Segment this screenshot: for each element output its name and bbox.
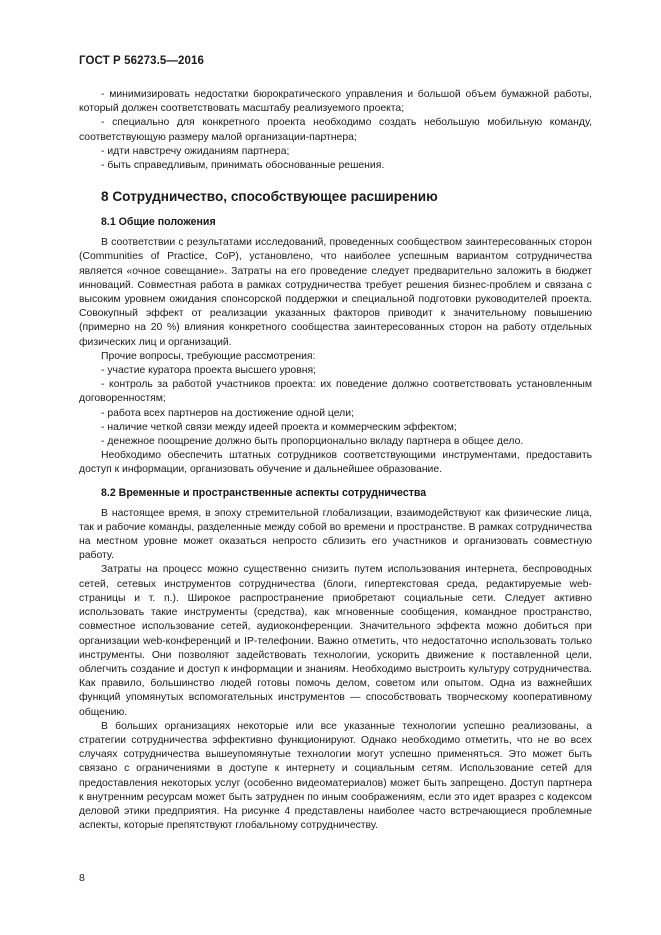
document-body bbox=[79, 88, 592, 833]
intro-item-4: - быть справедливым, принимать обоснованные решения. bbox=[101, 160, 385, 172]
intro-item-3: - идти навстречу ожиданиям партнера; bbox=[101, 145, 290, 157]
intro-item-2: - специально для конкретного проекта необходимо создать небольшую мобильную команду, соответствующую размеру малой организации-партнера; bbox=[79, 117, 592, 143]
section-8-1-item-3: - работа всех партнеров на достижение одной цели; bbox=[101, 407, 354, 419]
section-8-heading: 8 Сотрудничество, способствующее расширению bbox=[101, 189, 438, 205]
section-8-1-paragraph-3: Необходимо обеспечить штатных сотрудников соответствующими инструментами, предоставить доступ к информации, организовать обучение и дальнейшее образование. bbox=[79, 450, 592, 476]
intro-item-1: - минимизировать недостатки бюрократического управления и большой объем бумажной работы, который должен соответствовать масштабу реализуемого проекта; bbox=[79, 89, 592, 115]
document-header: ГОСТ Р 56273.5—2016 bbox=[79, 55, 204, 67]
section-8-2-paragraph-1: В настоящее время, в эпоху стремительной глобализации, взаимодействуют как физические лица, так и рабочие команды, разделенные между собой во времени и пространстве. В рамках сотрудничества на местном уровне может оказаться непросто сблизить его участников и организовать совместную работу. bbox=[79, 507, 592, 562]
section-8-1-item-5: - денежное поощрение должно быть пропорционально вкладу партнера в общее дело. bbox=[101, 436, 524, 448]
section-8-1-item-1: - участие куратора проекта высшего уровня; bbox=[101, 365, 316, 377]
section-8-2-paragraph-2: Затраты на процесс можно существенно снизить путем использования интернета, беспроводных сетей, сетевых инструментов сотрудничества (блоги, гипертекстовая среда, редактируемые web-страницы и т. п.). Широкое распространение приобретают социальные сети. Следует активно использовать такие инструменты (средства), как мгновенные сообщения, командное пространство, совместное использование сетей, аудиоконференции. Значительного эффекта можно добиться при организации web-конференций и IP-телефонии. Важно отметить, что недостаточно использовать только инструменты. Они позволяют задействовать технологии, ускорить движение к поставленной цели, облегчить создание и доступ к информации и знаниям. Необходимо выстроить культуру сотрудничества. Как правило, большинство людей готовы помочь делом, советом или опытом. Одна из важнейших функций упомянутых вспомогательных инструментов — способствовать творческому кооперативному общению. bbox=[79, 564, 592, 718]
section-8-2-paragraph-3: В больших организациях некоторые или все указанные технологии успешно реализованы, а стратегии сотрудничества эффективно функционируют. Однако необходимо отметить, что не во всех случаях сотрудничества вышеупомянутые технологии могут успешно применяться. Это может быть связано с ограничениями в доступе к интернету и социальным сетям. Использование сетей для предоставления некоторых услуг (особенно видеоматериалов) может быть запрещено. Доступ партнера к внутренним ресурсам может быть затруднен по иным соображениям, если это идет вразрез с кодексом деловой этики предприятия. На рисунке 4 представлены наиболее часто встречающиеся проблемные аспекты, которые препятствуют глобальному сотрудничеству. bbox=[79, 720, 592, 832]
section-8-1-paragraph-2: Прочие вопросы, требующие рассмотрения: bbox=[101, 350, 316, 362]
section-8-2-heading: 8.2 Временные и пространственные аспекты сотрудничества bbox=[101, 486, 427, 499]
section-8-1-paragraph-1: В соответствии с результатами исследований, проведенных сообществом заинтересованных сторон (Communities of Practice, CoP), установлено, что наиболее успешным вариантом сотрудничества является «очное совещание». Затраты на его проведение следует предварительно заложить в бюджет инноваций. Совместная работа в рамках сотрудничества требует решения бизнес-проблем и связана с высоким уровнем ожидания спонсорской поддержки и специальной подготовки руководителей проекта. Совокупный эффект от реализации указанных факторов приводит к значительному повышению (примерно на 20 %) влияния конкретного сообщества заинтересованных сторон на работу отдельных физических лиц и организаций. bbox=[79, 237, 592, 348]
section-8-1-item-2: - контроль за работой участников проекта: их поведение должно соответствовать установленным договоренностям; bbox=[79, 379, 592, 405]
section-8-1-heading: 8.1 Общие положения bbox=[101, 216, 216, 229]
section-8-1-item-4: - наличие четкой связи между идеей проекта и коммерческим эффектом; bbox=[101, 421, 457, 433]
page-number: 8 bbox=[79, 872, 85, 884]
